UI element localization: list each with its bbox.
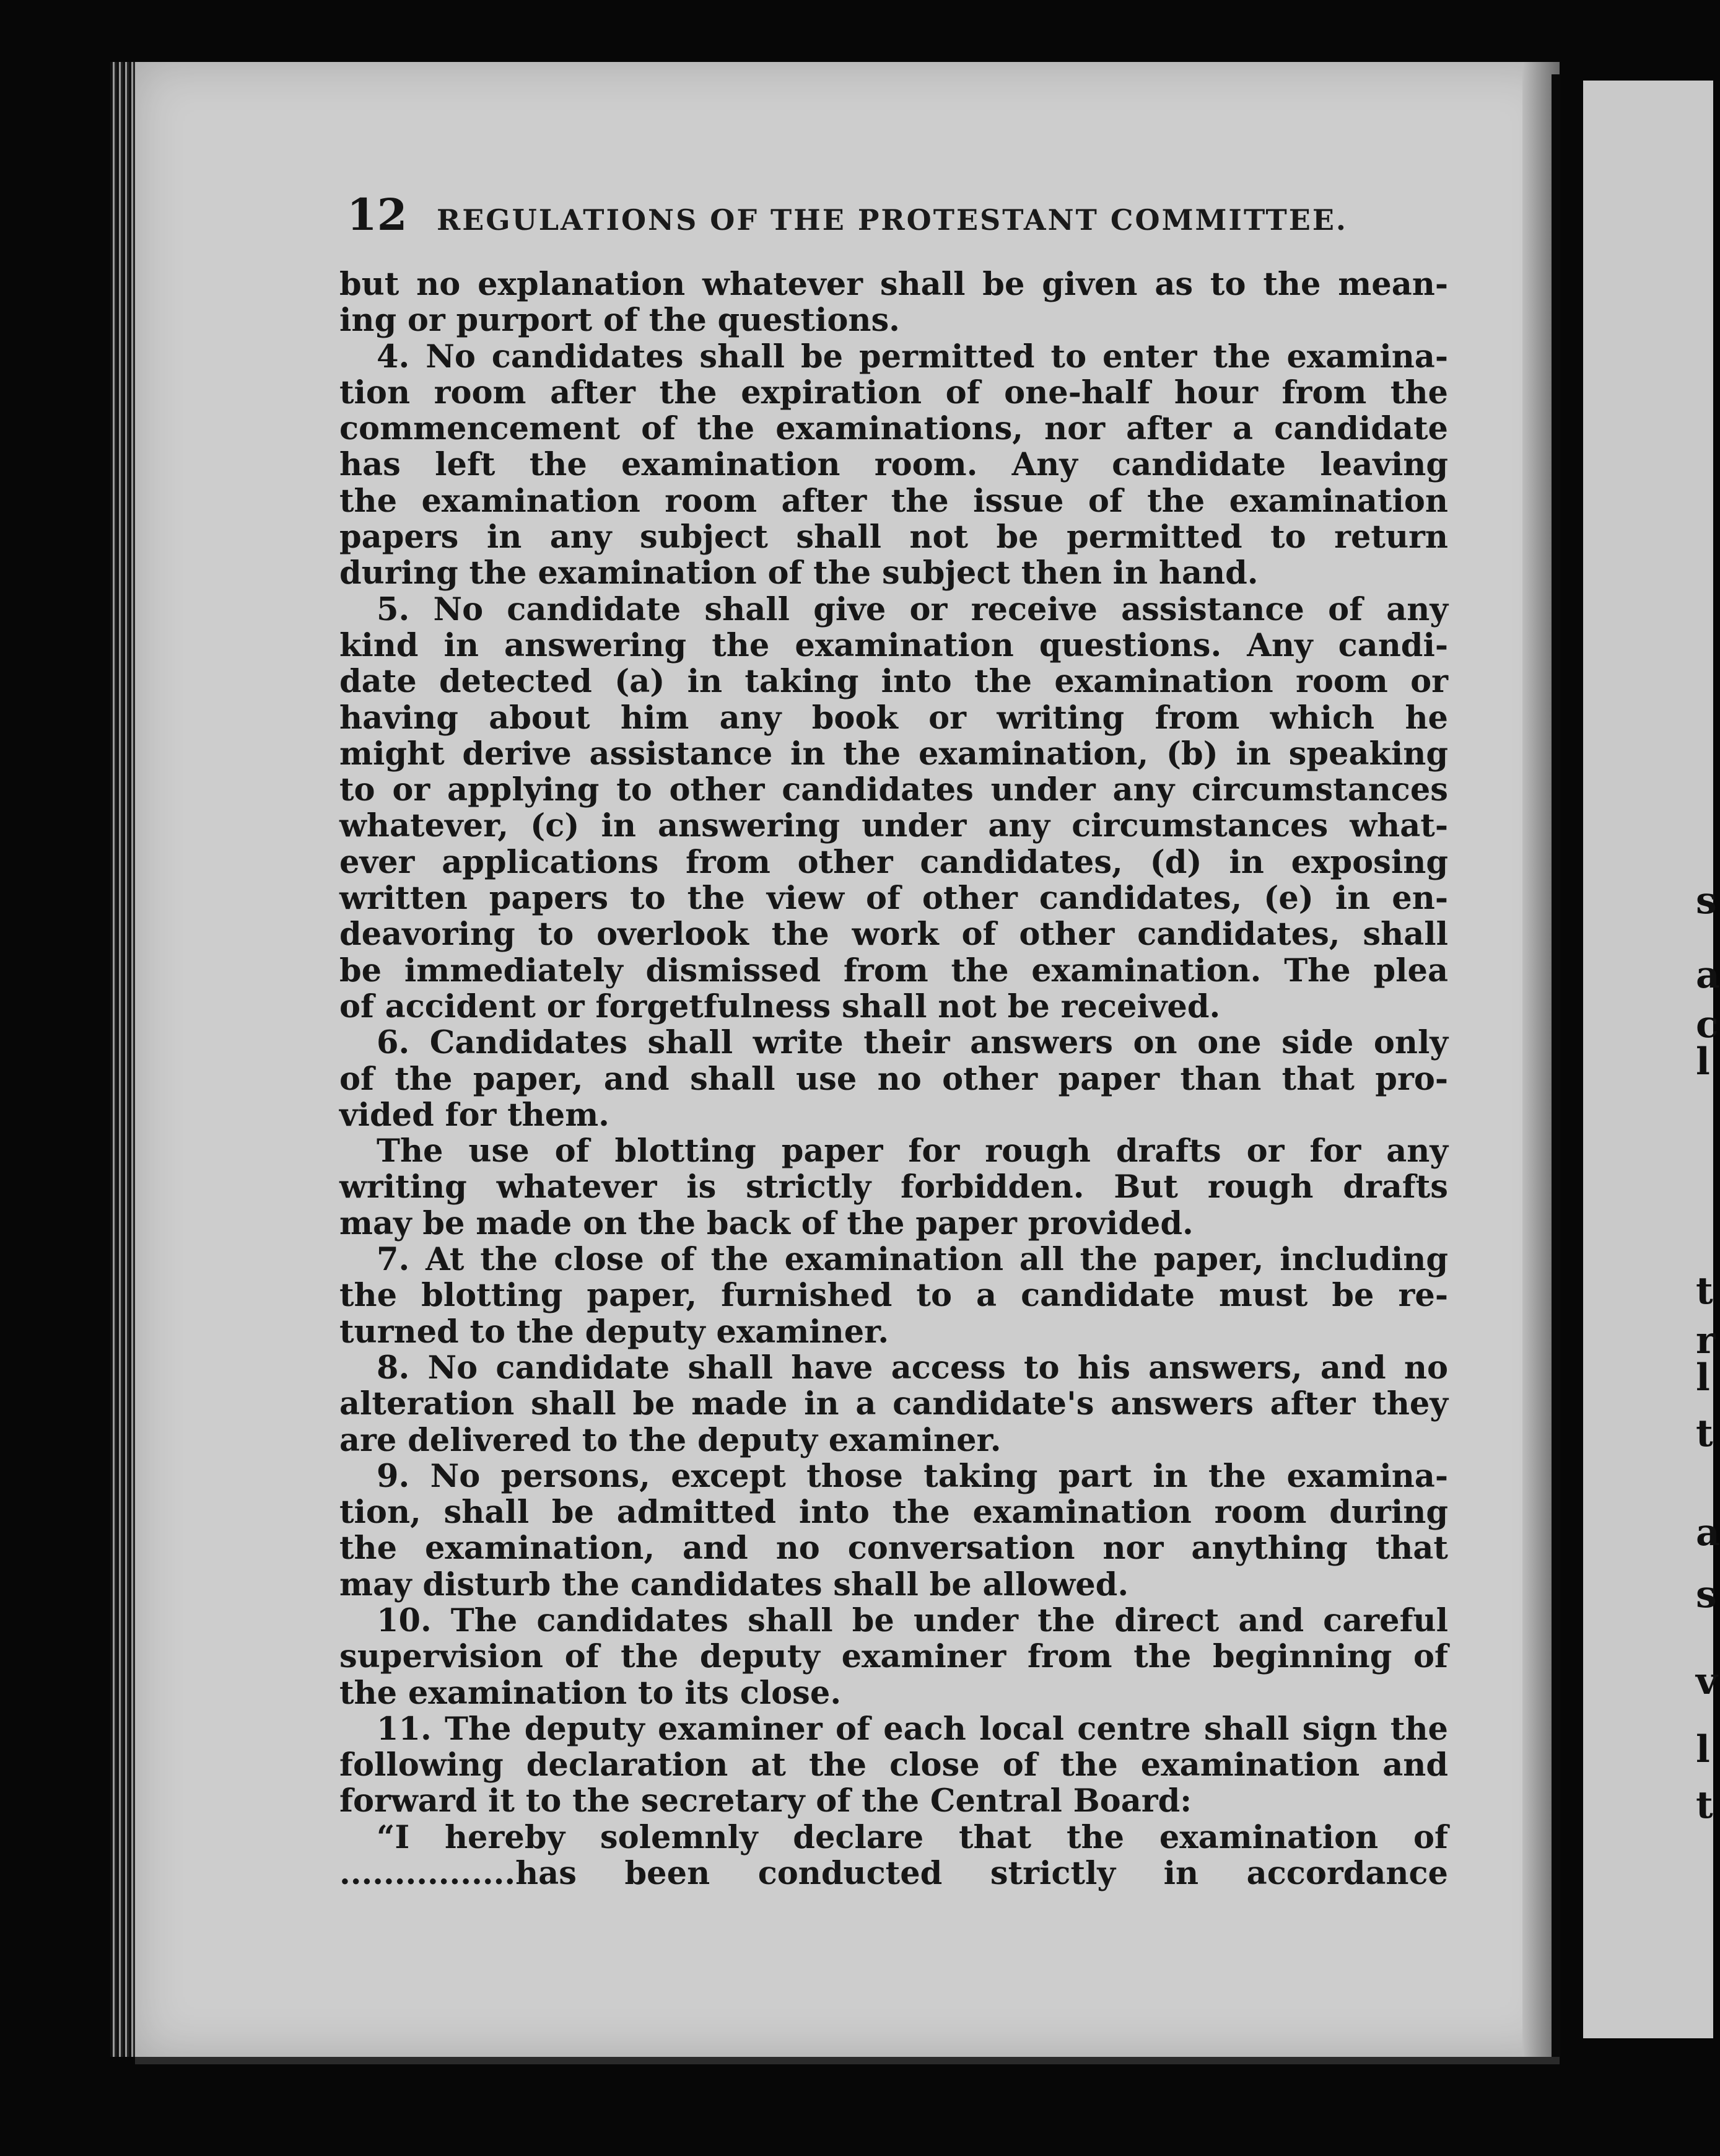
text-line: 8. No candidate shall have access to his answers, and no xyxy=(377,1349,1448,1387)
text-line: might derive assistance in the examination, (b) in speaking xyxy=(339,735,1448,773)
text-line: 6. Candidates shall write their answers on one side only xyxy=(377,1024,1448,1062)
text-line: turned to the deputy examiner. xyxy=(339,1313,889,1351)
text-line: written papers to the view of other candidates, (e) in en- xyxy=(339,880,1448,918)
text-line: The use of blotting paper for rough drafts or for any xyxy=(377,1133,1448,1170)
text-line: the examination, and no conversation nor anything that xyxy=(339,1530,1448,1567)
text-line: 4. No candidates shall be permitted to enter the examina- xyxy=(377,338,1448,375)
text-line: ever applications from other candidates, (d) in exposing xyxy=(339,843,1448,881)
text-line: ................has been conducted strictly in accordance xyxy=(339,1855,1448,1893)
text-line: supervision of the deputy examiner from the beginning of xyxy=(339,1638,1448,1676)
text-line: 9. No persons, except those taking part in the examina- xyxy=(377,1457,1448,1495)
text-line: has left the examination room. Any candidate leaving xyxy=(339,446,1448,484)
text-line: tion, shall be admitted into the examination room during xyxy=(339,1494,1448,1532)
text-line: during the examination of the subject then in hand. xyxy=(339,554,1259,592)
next-page-fragment: t xyxy=(1696,1412,1713,1455)
text-line: kind in answering the examination questions. Any candi- xyxy=(339,626,1448,664)
text-line: 11. The deputy examiner of each local centre shall sign the xyxy=(377,1710,1448,1748)
next-page-fragment: t xyxy=(1696,1784,1713,1827)
next-page-fragment: a xyxy=(1696,953,1720,997)
next-page-fragment: t xyxy=(1696,1269,1713,1313)
running-head: REGULATIONS OF THE PROTESTANT COMMITTEE. xyxy=(437,203,1348,237)
next-page-fragment: l xyxy=(1696,1356,1710,1400)
text-line: 10. The candidates shall be under the direct and careful xyxy=(377,1602,1448,1639)
page-divider xyxy=(1552,74,1560,2057)
next-page-fragment: r xyxy=(1696,1319,1716,1362)
text-line: ing or purport of the questions. xyxy=(339,302,900,340)
text-line: 5. No candidate shall give or receive assistance of any xyxy=(377,590,1448,628)
next-page-fragment: l xyxy=(1696,1040,1710,1084)
text-line: are delivered to the deputy examiner. xyxy=(339,1421,1002,1459)
next-page-edge xyxy=(1583,81,1720,2038)
text-line: vided for them. xyxy=(339,1096,609,1134)
text-line: to or applying to other candidates under any circumstances xyxy=(339,771,1448,809)
text-line: 7. At the close of the examination all the paper, including xyxy=(377,1241,1448,1279)
text-line: “I hereby solemnly declare that the examination of xyxy=(377,1818,1448,1856)
next-page-fragment: a xyxy=(1696,1511,1720,1554)
page-header xyxy=(347,189,1425,239)
text-line: commencement of the examinations, nor after a candidate xyxy=(339,410,1448,448)
page-number: 12 xyxy=(347,189,408,240)
next-page-fragment: l xyxy=(1696,1728,1710,1771)
text-line: alteration shall be made in a candidate's answers after they xyxy=(339,1385,1448,1423)
text-line: the examination to its close. xyxy=(339,1674,842,1712)
page-bottom-edge xyxy=(135,2057,1560,2064)
text-line: tion room after the expiration of one-half hour from the xyxy=(339,374,1448,411)
text-line: following declaration at the close of the examination and xyxy=(339,1746,1448,1784)
next-page-fragment: s xyxy=(1696,1573,1717,1616)
next-page-fragment: s xyxy=(1696,879,1717,922)
text-line: date detected (a) in taking into the examination room or xyxy=(339,663,1448,701)
text-line: deavoring to overlook the work of other candidates, shall xyxy=(339,916,1448,953)
text-line: the blotting paper, furnished to a candidate must be re- xyxy=(339,1277,1448,1315)
text-line: but no explanation whatever shall be given as to the mean- xyxy=(339,266,1448,303)
text-line: may be made on the back of the paper provided. xyxy=(339,1204,1194,1242)
text-line: may disturb the candidates shall be allowed. xyxy=(339,1566,1129,1603)
text-line: of accident or forgetfulness shall not be received. xyxy=(339,988,1221,1025)
text-line: forward it to the secretary of the Central Board: xyxy=(339,1782,1192,1820)
text-line: writing whatever is strictly forbidden. But rough drafts xyxy=(339,1168,1448,1206)
text-line: the examination room after the issue of the examination xyxy=(339,482,1448,520)
text-line: be immediately dismissed from the examination. The plea xyxy=(339,952,1448,989)
next-page-fragment: v xyxy=(1696,1660,1718,1703)
body-text xyxy=(339,266,1448,1891)
next-page-fragment: c xyxy=(1696,1003,1719,1046)
text-line: of the paper, and shall use no other paper than that pro- xyxy=(339,1060,1448,1098)
text-line: papers in any subject shall not be permitted to return xyxy=(339,519,1448,556)
book-spine xyxy=(110,62,135,2057)
text-line: whatever, (c) in answering under any circumstances what- xyxy=(339,807,1448,845)
text-line: having about him any book or writing from which he xyxy=(339,699,1448,737)
